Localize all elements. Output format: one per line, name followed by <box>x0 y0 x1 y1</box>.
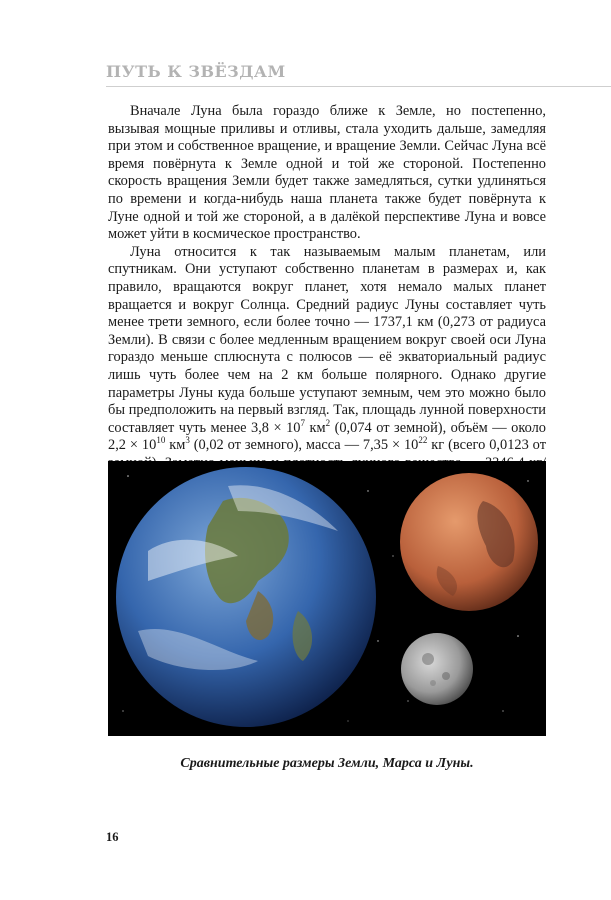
planets-figure <box>108 461 546 736</box>
moon-planet <box>401 633 473 705</box>
body-text <box>108 103 546 490</box>
paragraph-1: Вначале Луна была гораздо ближе к Земле, но постепенно, вызывая мощные приливы и отливы, стала уходить дальше, замедляя при этом и собственное вращение, и вращение Земли. Сейчас Луна всё время повёрнута к Земле одной и той же стороной. Постепенно скорость вращения Земли будет также замедляться, сутки удлиняться по времени и когда-нибудь наша планета также будет повёрнута к Луне одной и той же стороной, а в далёкой перспективе Луна и вовсе может уйти в космическое пространство. <box>108 103 546 243</box>
earth-planet <box>116 467 376 727</box>
figure-caption: Сравнительные размеры Земли, Марса и Луны. <box>180 756 474 771</box>
planets-illustration <box>108 461 546 736</box>
running-title: ПУТЬ К ЗВЁЗДАМ <box>106 62 286 81</box>
page-number: 16 <box>106 830 119 844</box>
paragraph-2: Луна относится к так называемым малым планетам, или спутникам. Они уступают собственно планетам в размерах и, как правило, вращаются вокруг планет, хотя немало малых планет вращается и вокруг Солнца. Средний радиус Луны составляет чуть менее трети земного, если более точно — 1737,1 км (0,273 от радиуса Земли). В связи с более медленным вращением вокруг своей оси Луна гораздо меньше сплюснута с полюсов — её экваториальный радиус лишь чуть более чем на 2 км больше полярного. Однако другие параметры Луны куда больше уступают земным, чем это можно было бы предположить на первый взгляд. Так, площадь лунной поверхности составляет чуть менее $3,8 \times 10^7$ $км^2$ (0,074 от земной), объём — около $2,2 \times 10^{10}$ $км^3$ (0,02 от земного), масса — $7,35 \times 10^{22}$ кг (всего 0,0123 от <box>108 243 546 454</box>
mars-planet <box>400 473 538 611</box>
header-divider <box>106 86 611 87</box>
